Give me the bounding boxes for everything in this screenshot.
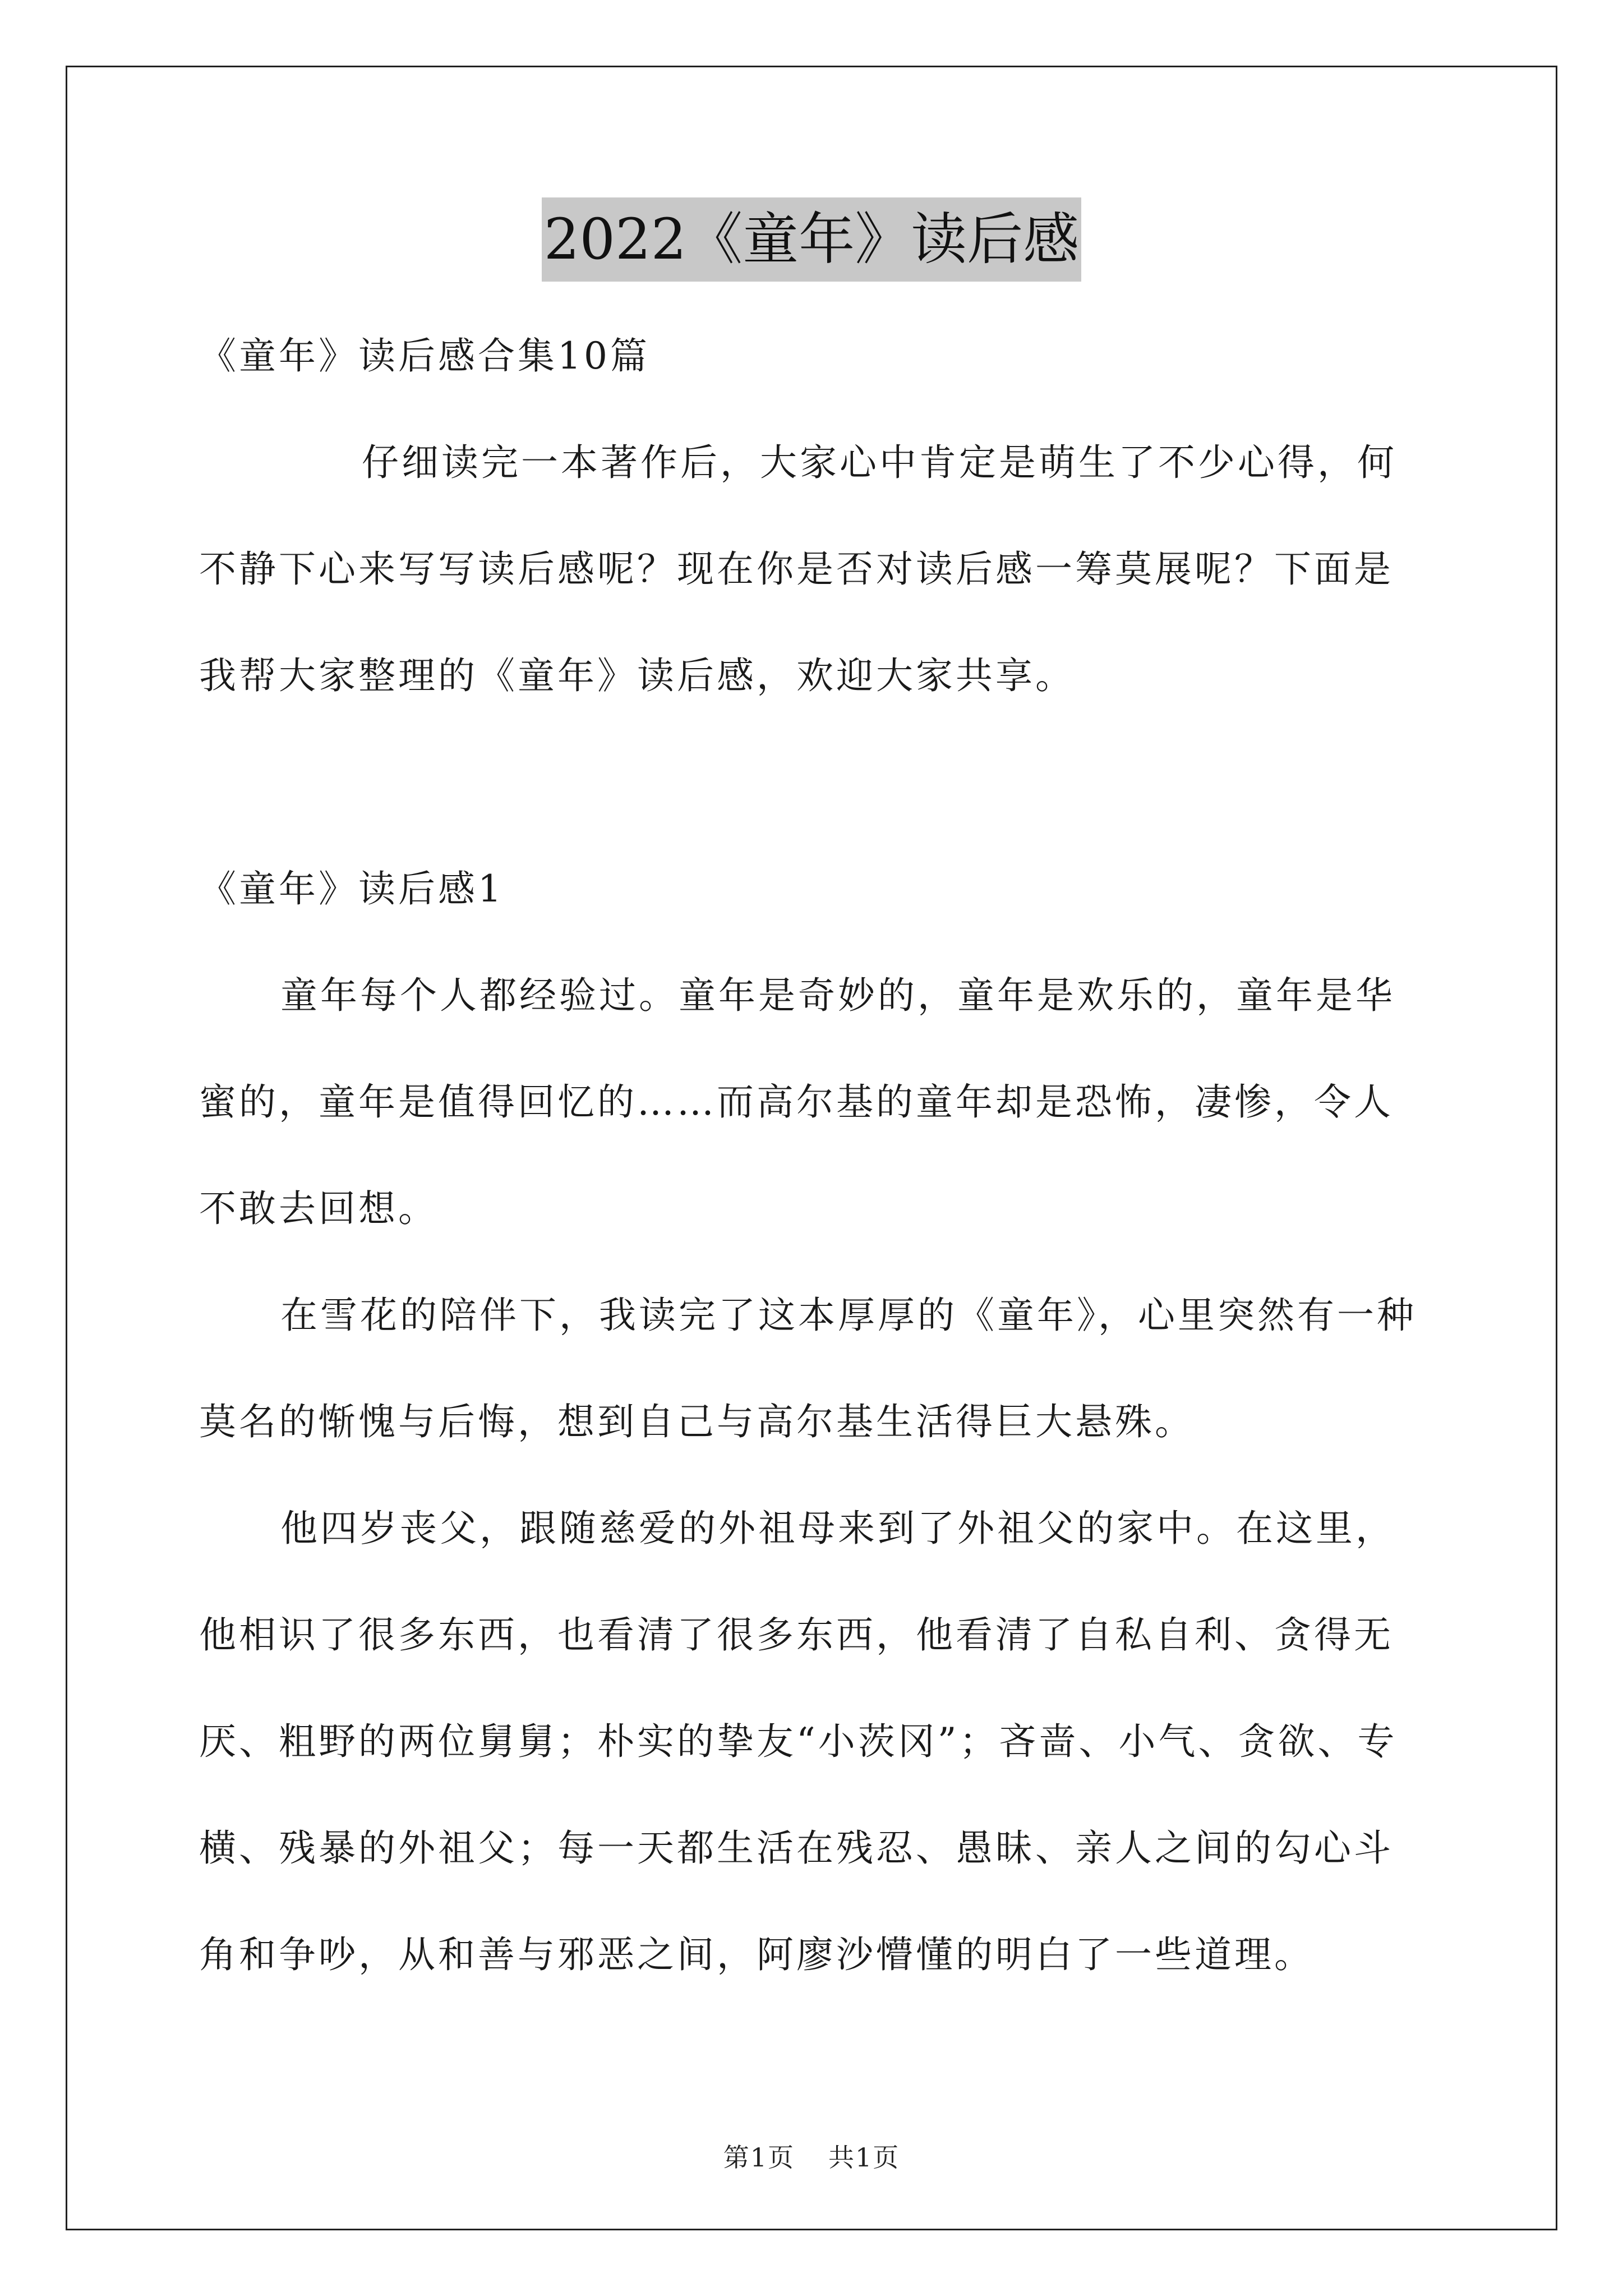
page-number-total: 共1页 [828, 2142, 900, 2173]
section-heading: 《童年》读后感1 [199, 867, 504, 910]
intro-paragraph: 仔细读完一本著作后，大家心中肯定是萌生了不少心得，何不静下心来写写读后感呢？现在你是否对读后感一筹莫展呢？下面是我帮大家整理的《童年》读后感，欢迎大家共享。 [199, 441, 1397, 697]
body-paragraph: 童年每个人都经验过。童年是奇妙的，童年是欢乐的，童年是华蜜的，童年是值得回忆的……而高尔基的童年却是恐怖，凄惨，令人不敢去回想。 [199, 974, 1395, 1230]
document-title: 2022《童年》读后感 [542, 197, 1082, 282]
document-subtitle: 《童年》读后感合集10篇 [199, 334, 650, 378]
page-footer [0, 2137, 1623, 2174]
body-paragraph: 他四岁丧父，跟随慈爱的外祖母来到了外祖父的家中。在这里，他相识了很多东西，也看清了很多东西，他看清了自私自利、贪得无厌、粗野的两位舅舅；朴实的挚友“小茨冈”；吝啬、小气、贪欲、专横、残暴的外祖父；每一天都生活在残忍、愚昧、亲人之间的勾心斗角和争吵，从和善与邪恶之间，阿廖沙懵懂的明白了一些道理。 [199, 1507, 1398, 1976]
page-number-current: 第1页 [723, 2142, 795, 2173]
body-paragraph: 在雪花的陪伴下，我读完了这本厚厚的《童年》，心里突然有一种莫名的惭愧与后悔，想到自己与高尔基生活得巨大悬殊。 [199, 1294, 1417, 1443]
document-body [199, 303, 1433, 2008]
title-container [0, 197, 1623, 282]
